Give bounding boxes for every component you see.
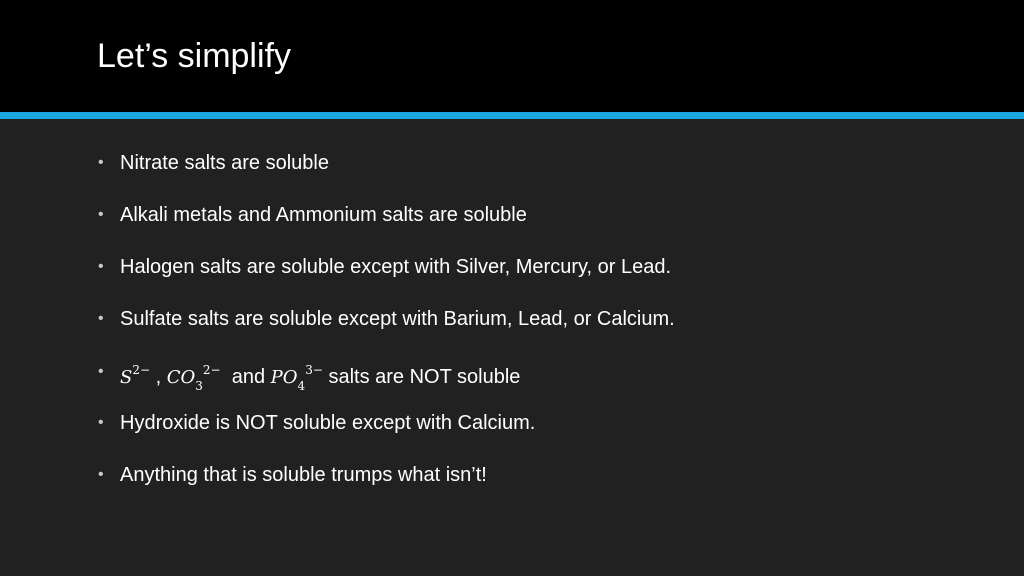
carbonate-subscript: 3 xyxy=(195,378,203,393)
bullet-item xyxy=(98,304,978,334)
bullet-text: Hydroxide is NOT soluble except with Calcium. xyxy=(120,412,536,434)
phosphate-charge: 3− xyxy=(305,363,323,377)
bullet-marker: • xyxy=(98,310,104,327)
sulfide-charge: 2− xyxy=(132,363,151,377)
carbonate-symbol: CO xyxy=(166,367,196,388)
bullet-item xyxy=(98,200,978,230)
bullet-marker: • xyxy=(98,466,104,483)
bullet-marker: • xyxy=(98,414,104,431)
bullet-marker: • xyxy=(98,258,104,275)
carbonate-charge: 2− xyxy=(202,363,221,377)
bullet-text: Alkali metals and Ammonium salts are soluble xyxy=(120,204,527,226)
ion-separator: , xyxy=(155,366,162,388)
bullet-text: Halogen salts are soluble except with Silver, Mercury, or Lead. xyxy=(120,256,672,278)
carbonate-ion xyxy=(166,363,221,393)
bullet-marker: • xyxy=(98,363,104,380)
accent-bar xyxy=(0,112,1024,119)
bullet-text: Nitrate salts are soluble xyxy=(120,152,329,174)
phosphate-ion xyxy=(270,363,323,393)
bullet-text: Anything that is soluble trumps what isn’t! xyxy=(120,464,487,486)
bullet-marker: • xyxy=(98,206,104,223)
ion-conjunction: and xyxy=(231,366,266,388)
bullet-item xyxy=(98,408,978,438)
bullet-marker: • xyxy=(98,154,104,171)
title-band xyxy=(0,0,1024,112)
phosphate-symbol: PO xyxy=(270,367,298,388)
bullet-item xyxy=(98,460,978,490)
phosphate-subscript: 4 xyxy=(297,378,306,393)
bullet-item xyxy=(98,148,978,178)
bullet-item xyxy=(98,252,978,282)
sulfide-ion xyxy=(120,363,151,388)
slide-title: Let’s simplify xyxy=(97,37,291,75)
bullet-item-ions xyxy=(98,357,978,393)
sulfide-symbol: S xyxy=(120,367,133,388)
ion-statement: salts are NOT soluble xyxy=(328,366,521,388)
bullet-text: Sulfate salts are soluble except with Barium, Lead, or Calcium. xyxy=(120,308,675,330)
bullet-text-ions xyxy=(120,357,520,399)
